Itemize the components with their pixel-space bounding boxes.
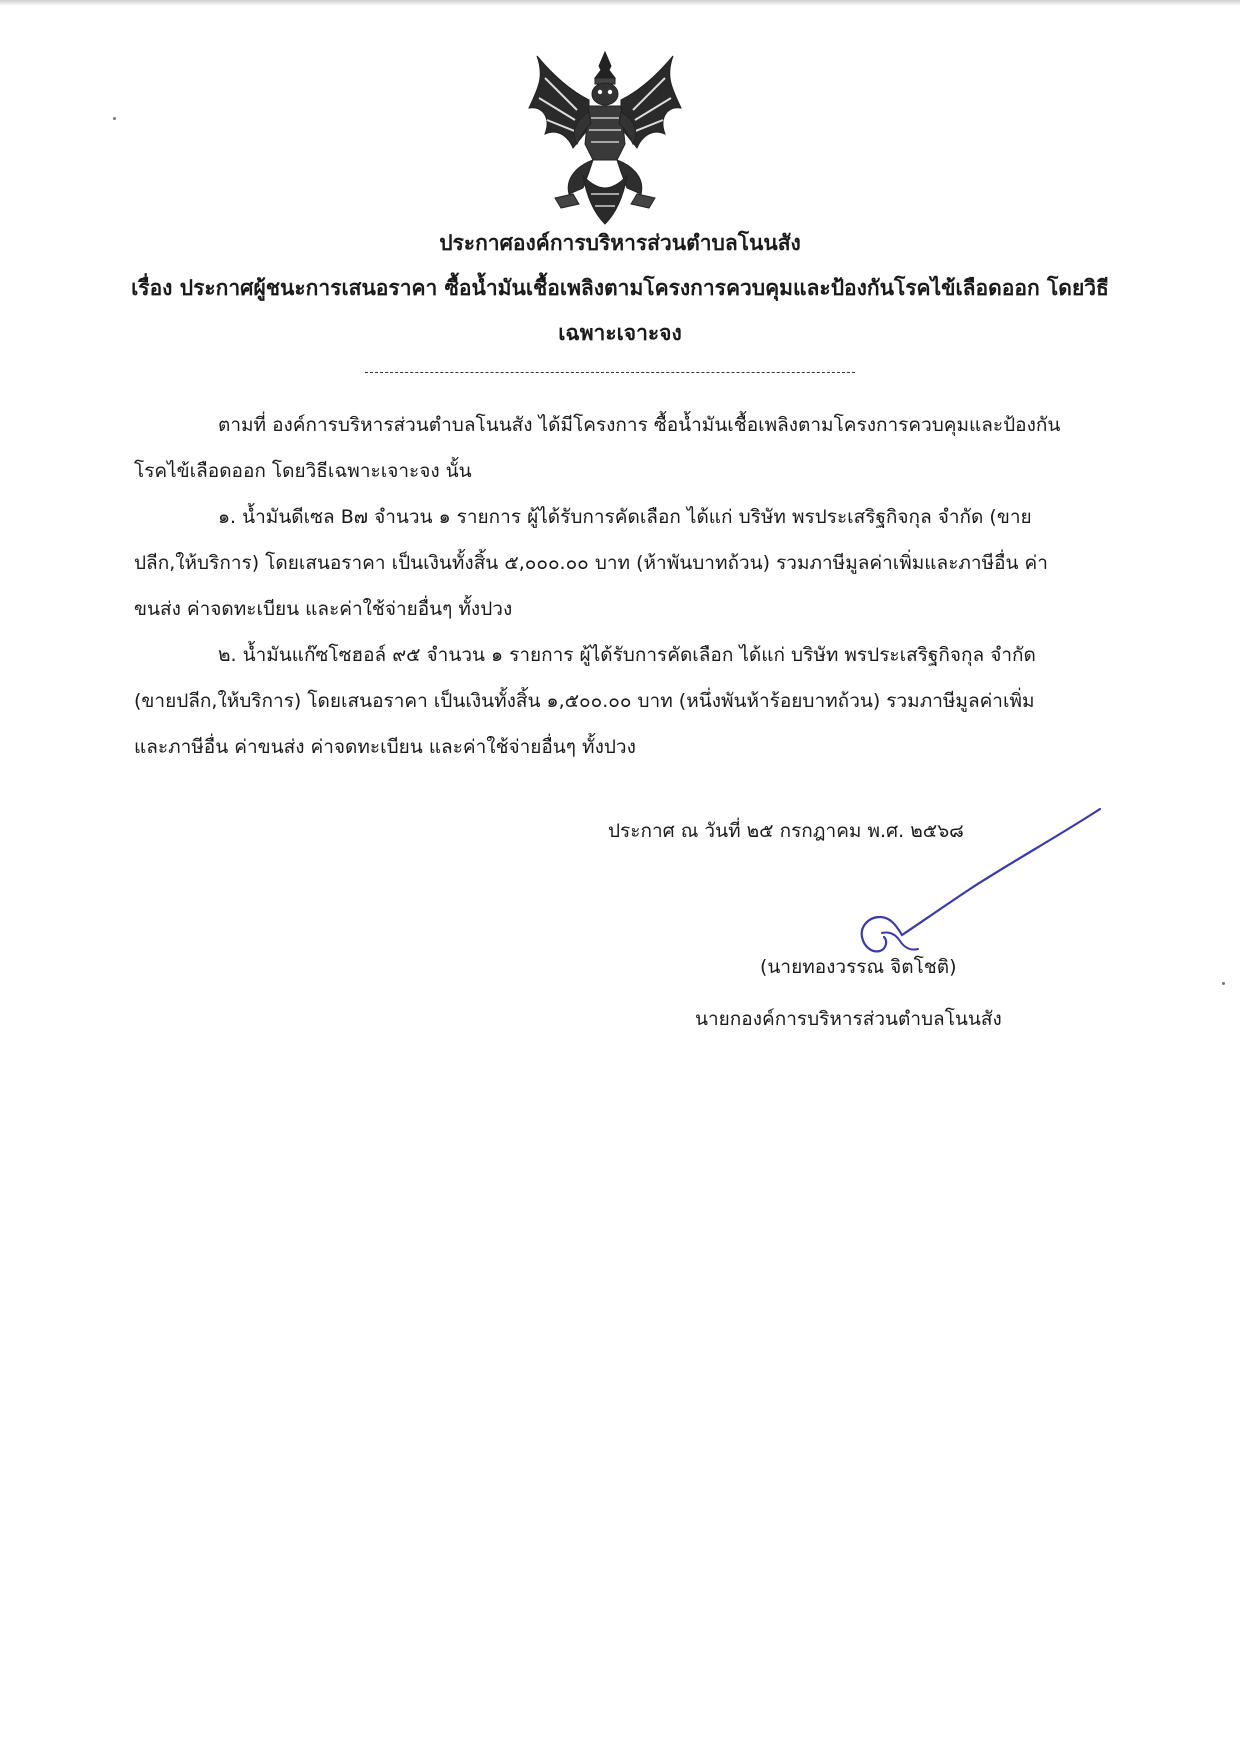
item-2-line-2: (ขายปลีก,ให้บริการ) โดยเสนอราคา เป็นเงินทั้งสิ้น ๑,๕๐๐.๐๐ บาท (หนึ่งพันห้าร้อยบาทถ้วน) รวมภาษีมูลค่าเพิ่ม bbox=[134, 690, 1035, 712]
item-1-line-2: ปลีก,ให้บริการ) โดยเสนอราคา เป็นเงินทั้งสิ้น ๕,๐๐๐.๐๐ บาท (ห้าพันบาทถ้วน) รวมภาษีมูลค่าเพิ่มและภาษีอื่น ค่า bbox=[134, 552, 1048, 574]
intro-paragraph-line-1: ตามที่ องค์การบริหารส่วนตำบลโนนสัง ได้มีโครงการ ซื้อน้ำมันเชื้อเพลิงตามโครงการควบคุมและป้องกัน bbox=[218, 414, 1061, 436]
heading-divider bbox=[365, 372, 855, 373]
announcement-date: ประกาศ ณ วันที่ ๒๕ กรกฎาคม พ.ศ. ๒๕๖๘ bbox=[608, 820, 964, 842]
scan-speck bbox=[113, 117, 116, 120]
item-2-line-3: และภาษีอื่น ค่าขนส่ง ค่าจดทะเบียน และค่าใช้จ่ายอื่นๆ ทั้งปวง bbox=[134, 736, 636, 758]
item-2-line-1: ๒. น้ำมันแก๊ซโซฮอล์ ๙๕ จำนวน ๑ รายการ ผู้ได้รับการคัดเลือก ได้แก่ บริษัท พรประเสริฐกิจกุล จำกัด bbox=[218, 644, 1036, 666]
item-1-line-1: ๑. น้ำมันดีเซล B๗ จำนวน ๑ รายการ ผู้ได้รับการคัดเลือก ได้แก่ บริษัท พรประเสริฐกิจกุล จำกัด (ขาย bbox=[218, 506, 1032, 528]
garuda-emblem-icon bbox=[525, 48, 685, 230]
signer-title: นายกองค์การบริหารส่วนตำบลโนนสัง bbox=[695, 1008, 1002, 1030]
signer-name: (นายทองวรรณ จิตโชติ) bbox=[760, 956, 957, 978]
announcement-heading: ประกาศองค์การบริหารส่วนตำบลโนนสัง bbox=[439, 231, 801, 255]
subject-line: เรื่อง ประกาศผู้ชนะการเสนอราคา ซื้อน้ำมันเชื้อเพลิงตามโครงการควบคุมและป้องกันโรคไข้เลือดออก โดยวิธี bbox=[131, 276, 1109, 300]
signature-mark bbox=[810, 805, 1110, 965]
scan-speck bbox=[1222, 982, 1225, 985]
item-1-line-3: ขนส่ง ค่าจดทะเบียน และค่าใช้จ่ายอื่นๆ ทั้งปวง bbox=[134, 598, 513, 620]
subject-line-continued: เฉพาะเจาะจง bbox=[558, 321, 682, 345]
intro-paragraph-line-2: โรคไข้เลือดออก โดยวิธีเฉพาะเจาะจง นั้น bbox=[134, 460, 472, 482]
scan-edge bbox=[0, 0, 1240, 6]
